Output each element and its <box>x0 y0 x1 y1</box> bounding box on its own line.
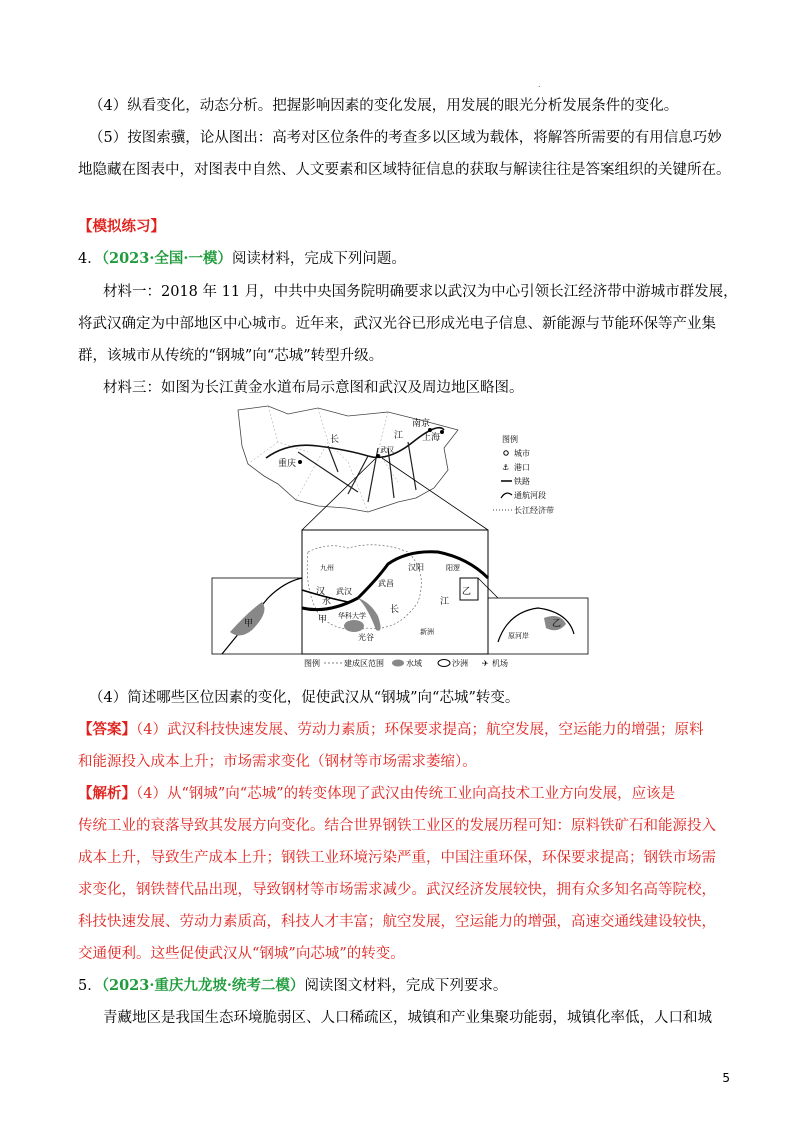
label-jiang2: 江 <box>440 597 450 607</box>
label-chang: 长 <box>330 435 340 445</box>
q4-analysis-line-3: 成本上升，导致生产成本上升；钢铁工业环境污染严重，中国注重环保，环保要求提高；钢铁市场需 <box>78 850 716 866</box>
q5-source: （2023·重庆九龙坡·统考二模） <box>101 977 305 994</box>
label-wuchang: 武昌 <box>378 579 394 588</box>
airport-icon: ✈ <box>482 659 489 668</box>
bottom-water: 水域 <box>406 659 422 668</box>
legend-port: 港口 <box>514 463 530 472</box>
q4-material1-line-2: 将武汉确定为中部地区中心城市。近年来，武汉光谷已形成光电子信息、新能源与节能环保等产业集 <box>78 316 716 332</box>
q4-analysis-line-1 <box>78 784 675 804</box>
bottom-airport: 机场 <box>492 659 508 668</box>
analysis-text-1: （4）从“钢城”向“芯城”的转变体现了武汉由传统工业向高技术工业方向发展，应该是 <box>136 786 676 802</box>
q4-analysis-line-4: 求变化，钢铁替代品出现，导致钢材等市场需求减少。武汉经济发展较快，拥有众多知名高等院校， <box>78 882 716 898</box>
q4-analysis-line-5: 科技快速发展、劳动力素质高，科技人才丰富；航空发展，空运能力的增强，高速交通线建设较快， <box>78 914 716 930</box>
q4-material1-line-1: 材料一：2018 年 11 月，中共中央国务院明确要求以武汉为中心引领长江经济带中游城市群发展， <box>103 284 738 300</box>
label-wuhan: 武汉 <box>336 587 352 596</box>
inset-yi-frame <box>488 598 588 654</box>
label-yi: 乙 <box>462 587 472 597</box>
zoom-line-left <box>302 458 376 530</box>
q4-analysis-line-6: 交通便利。这些促使武汉从“钢城”向芯城”的转变。 <box>78 946 405 962</box>
label-shui: 水 <box>322 597 332 607</box>
label-yuanhe: 原河岸 <box>508 632 529 640</box>
q5-number: 5． <box>78 978 102 994</box>
bottom-sandbar-icon <box>438 660 450 667</box>
label-yangluo: 阳逻 <box>446 564 460 572</box>
label-jia: 甲 <box>318 615 328 625</box>
city-chongqing-marker <box>298 460 302 464</box>
label-guanggu: 光谷 <box>358 633 374 642</box>
answer-text-1: （4）武汉科技快速发展、劳动力素质；环保要求提高；航空发展，空运能力的增强；原料 <box>136 722 704 738</box>
q4-source: （2023·全国·一模） <box>101 250 232 267</box>
q4-number: 4． <box>78 251 102 267</box>
answer-label: 【答案】 <box>78 721 136 738</box>
page-number: 5 <box>722 1071 730 1085</box>
yangtze-wuhan-map-figure <box>208 402 794 676</box>
label-shanghai: 上海 <box>422 433 441 443</box>
label-nanjing: 南京 <box>412 419 431 429</box>
label-hanyang: 汉阳 <box>408 563 424 572</box>
label-jiang: 江 <box>394 431 404 441</box>
label-chongqing: 重庆 <box>278 459 297 469</box>
q4-prompt: 阅读材料，完成下列问题。 <box>231 251 406 267</box>
q5-header <box>78 976 507 996</box>
q4-material3: 材料三：如图为长江黄金水道布局示意图和武汉及周边地区略图。 <box>103 380 524 396</box>
q4-answer-line-1 <box>78 720 703 740</box>
bottom-water-icon <box>392 660 404 667</box>
city-wuhan-marker <box>376 454 380 458</box>
label-han: 汉 <box>316 587 326 597</box>
zoom-line-right <box>382 458 488 530</box>
analysis-label: 【解析】 <box>78 785 136 802</box>
lake-south <box>344 620 364 632</box>
legend-city: 城市 <box>514 449 530 458</box>
q4-material1-line-3: 群，该城市从传统的“钢城”向“芯城”转型升级。 <box>78 348 384 364</box>
label-chang2: 长 <box>390 605 400 615</box>
bottom-sandbar: 沙洲 <box>452 659 468 668</box>
label-jiuzhou: 九州 <box>320 564 334 572</box>
label-univ: 华科大学 <box>338 612 366 620</box>
q4-sub-question: （4）简述哪些区位因素的变化，促使武汉从“钢城”向“芯城”转变。 <box>89 690 520 706</box>
para-5-line-2: 地隐藏在图表中，对图表中自然、人文要素和区域特征信息的获取与解读往往是答案组织的关键所在。 <box>78 162 731 178</box>
legend-channel-icon <box>501 493 512 498</box>
q4-answer-line-2: 和能源投入成本上升；市场需求变化（钢材等市场需求萎缩）。 <box>78 754 477 770</box>
legend-belt: 长江经济带 <box>514 506 554 515</box>
label-yi-inset: 乙 <box>552 619 562 629</box>
q5-text-line-1: 青藏地区是我国生态环境脆弱区、人口稀疏区，城镇和产业集聚功能弱，城镇化率低，人口和城 <box>103 1010 712 1026</box>
label-wuhan-small: 武汉 <box>380 446 394 454</box>
yangtze-main <box>266 428 444 458</box>
bottom-legend-title: 图例 <box>304 659 320 668</box>
legend-city-icon <box>504 451 508 455</box>
label-jia-inset: 甲 <box>244 619 254 629</box>
para-4: （4）纵看变化，动态分析。把握影响因素的变化发展，用发展的眼光分析发展条件的变化。 <box>89 98 679 114</box>
legend-channel: 通航河段 <box>514 491 546 500</box>
q5-prompt: 阅读图文材料，完成下列要求。 <box>304 978 508 994</box>
label-xinzhou: 新洲 <box>420 628 434 636</box>
section-title: 【模拟练习】 <box>78 218 165 235</box>
city-shanghai-marker <box>440 430 444 434</box>
q4-header <box>78 249 406 269</box>
para-5-line-1: （5）按图索骥，论从图出：高考对区位条件的考查多以区域为载体，将解答所需要的有用信息巧妙 <box>89 130 722 146</box>
bottom-built: 建成区范围 <box>344 659 384 668</box>
top-dot: . <box>538 80 541 89</box>
legend-railway: 铁路 <box>514 477 530 486</box>
legend-title: 图例 <box>502 435 518 444</box>
port-icon: ⚓ <box>502 463 510 472</box>
q4-analysis-line-2: 传统工业的衰落导致其发展方向变化。结合世界钢铁工业区的发展历程可知：原料铁矿石和能源投入 <box>78 818 716 834</box>
